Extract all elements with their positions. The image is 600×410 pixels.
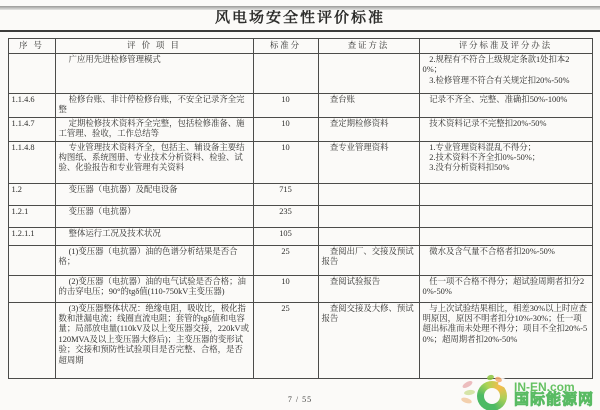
cell-standard-score: 25 [253, 245, 318, 275]
table-row [8, 94, 592, 118]
cell-scoring-criteria: 微水及含气量不合格者扣20%-50% [419, 245, 592, 275]
table-header [8, 39, 592, 54]
cell-serial-number [8, 54, 55, 94]
cell-standard-score: 235 [253, 205, 318, 227]
petal-shape-icon [486, 374, 494, 381]
cell-serial-number [8, 245, 55, 275]
in-en-swirl-icon [461, 375, 511, 410]
table-header-row [8, 39, 592, 54]
cell-evaluation-item: (1)变压器（电抗器）油的色谱分析结果是否合格； [55, 245, 253, 275]
cell-serial-number: 1.2 [8, 183, 55, 205]
cell-evaluation-item: 专业管理技术资料齐全，包括主、辅设备主要结构图纸、系统图册、专业技术分析资料、检验、试验、化验报告和专业管理有关资料 [55, 141, 253, 183]
cell-verification-method [318, 183, 419, 205]
cell-scoring-criteria [419, 205, 592, 227]
cell-standard-score: 715 [253, 183, 318, 205]
cell-evaluation-item: 定期检修技术资料齐全完整，包括检修准备、施工管理、验收，工作总结等 [55, 117, 253, 141]
cell-standard-score: 10 [253, 94, 318, 118]
watermark-text-block [514, 381, 594, 409]
cell-standard-score [253, 54, 318, 94]
header-scoring-criteria: 评分标准及评分办法 [419, 39, 592, 54]
table-row [8, 117, 592, 141]
cell-evaluation-item: 变压器（电抗器）及配电设备 [55, 183, 253, 205]
cell-verification-method: 查台账 [318, 94, 419, 118]
swirl-ring-icon [477, 381, 507, 410]
table-row [8, 227, 592, 245]
cell-evaluation-item: (3)变压器整体状况：绝缘电阻，吸收比，极化指数和泄漏电流；线圈直流电阻；套管的tgδ值和电容量；局部放电量(110kV及以上变压器交接，220kV或120MVA及以上变压器大修后)；主变压器的变形试验；交接和预防性试验项目是否完整、合格，是否超周期 [55, 302, 253, 378]
watermark-logo [461, 375, 594, 410]
cell-evaluation-item: 广应用先进检修管理模式 [55, 54, 253, 94]
cell-standard-score: 10 [253, 275, 318, 302]
cell-standard-score: 25 [253, 302, 318, 378]
cell-evaluation-item: 整体运行工况及技术状况 [55, 227, 253, 245]
title-divider [0, 30, 600, 32]
cell-serial-number: 1.2.1 [8, 205, 55, 227]
cell-serial-number: 1.1.4.6 [8, 94, 55, 118]
cell-serial-number [8, 302, 55, 378]
table-row [8, 245, 592, 275]
cell-standard-score: 10 [253, 117, 318, 141]
scan-edge-shading [0, 6, 600, 10]
cell-verification-method: 查阅出厂、交接及预试报告 [318, 245, 419, 275]
cell-standard-score: 105 [253, 227, 318, 245]
cell-serial-number: 1.2.1.1 [8, 227, 55, 245]
cell-scoring-criteria [419, 183, 592, 205]
table-body [8, 54, 592, 379]
table-row [8, 183, 592, 205]
cell-evaluation-item: (2)变压器（电抗器）油的电气试验是否合格；油的击穿电压；90°的tgδ值(110-750kV主变压器) [55, 275, 253, 302]
table-row [8, 205, 592, 227]
cell-verification-method: 查阅交接及大修、预试报告 [318, 302, 419, 378]
table-row [8, 275, 592, 302]
cell-serial-number [8, 275, 55, 302]
cell-verification-method [318, 205, 419, 227]
cell-scoring-criteria: 技术资料记录不完整扣20%-50% [419, 117, 592, 141]
cell-evaluation-item: 变压器（电抗器） [55, 205, 253, 227]
scanned-document-page [0, 6, 600, 410]
header-evaluation-item: 评 价 项 目 [55, 39, 253, 54]
page-number: 7 / 55 [287, 395, 313, 404]
cell-evaluation-item: 检修台账、非计停检修台账，不安全记录齐全完整 [55, 94, 253, 118]
header-serial-number: 序 号 [8, 39, 55, 54]
cell-verification-method [318, 227, 419, 245]
cell-standard-score: 10 [253, 141, 318, 183]
cell-scoring-criteria: 2.规程有不符合上级规定条款1处扣本20%； 3.检修管理不符合有关规定扣20%-50% [419, 54, 592, 94]
header-standard-score: 标准分 [253, 39, 318, 54]
cell-serial-number: 1.1.4.8 [8, 141, 55, 183]
watermark-site-text: IN-EN.com [513, 379, 575, 394]
cell-serial-number: 1.1.4.7 [8, 117, 55, 141]
cell-scoring-criteria: 记录不齐全、完整、准确扣50%-100% [419, 94, 592, 118]
cell-verification-method [318, 54, 419, 94]
page-title: 风电场安全性评价标准 [214, 10, 385, 26]
cell-scoring-criteria: 1.专业管理资料混乱不得分； 2.技术资料不齐全扣0%-50%； 3.没有分析资料扣50% [419, 141, 592, 183]
cell-verification-method: 查专业管理资料 [318, 141, 419, 183]
watermark-name-text: 国际能源网 [513, 392, 594, 409]
cell-scoring-criteria: 与上次试验结果相比，相差30%以上时应查明原因，原因不明者扣分10%-30%；任一项超出标准而未处理不得分；项目不全扣20%-50%；超周期者扣20%-50% [419, 302, 592, 378]
table-row [8, 302, 592, 378]
cell-verification-method: 查定期检修资料 [318, 117, 419, 141]
cell-scoring-criteria: 任一项不合格不得分；超试验周期者扣分20%-50% [419, 275, 592, 302]
leaf-shape-icon [460, 396, 472, 404]
header-verification-method: 查证方法 [318, 39, 419, 54]
leaf-shape-icon [461, 380, 473, 390]
evaluation-table [8, 38, 593, 379]
table-row [8, 54, 592, 94]
cell-scoring-criteria [419, 227, 592, 245]
cell-verification-method: 查阅试验报告 [318, 275, 419, 302]
leaf-shape-icon [464, 389, 476, 395]
table-row [8, 141, 592, 183]
